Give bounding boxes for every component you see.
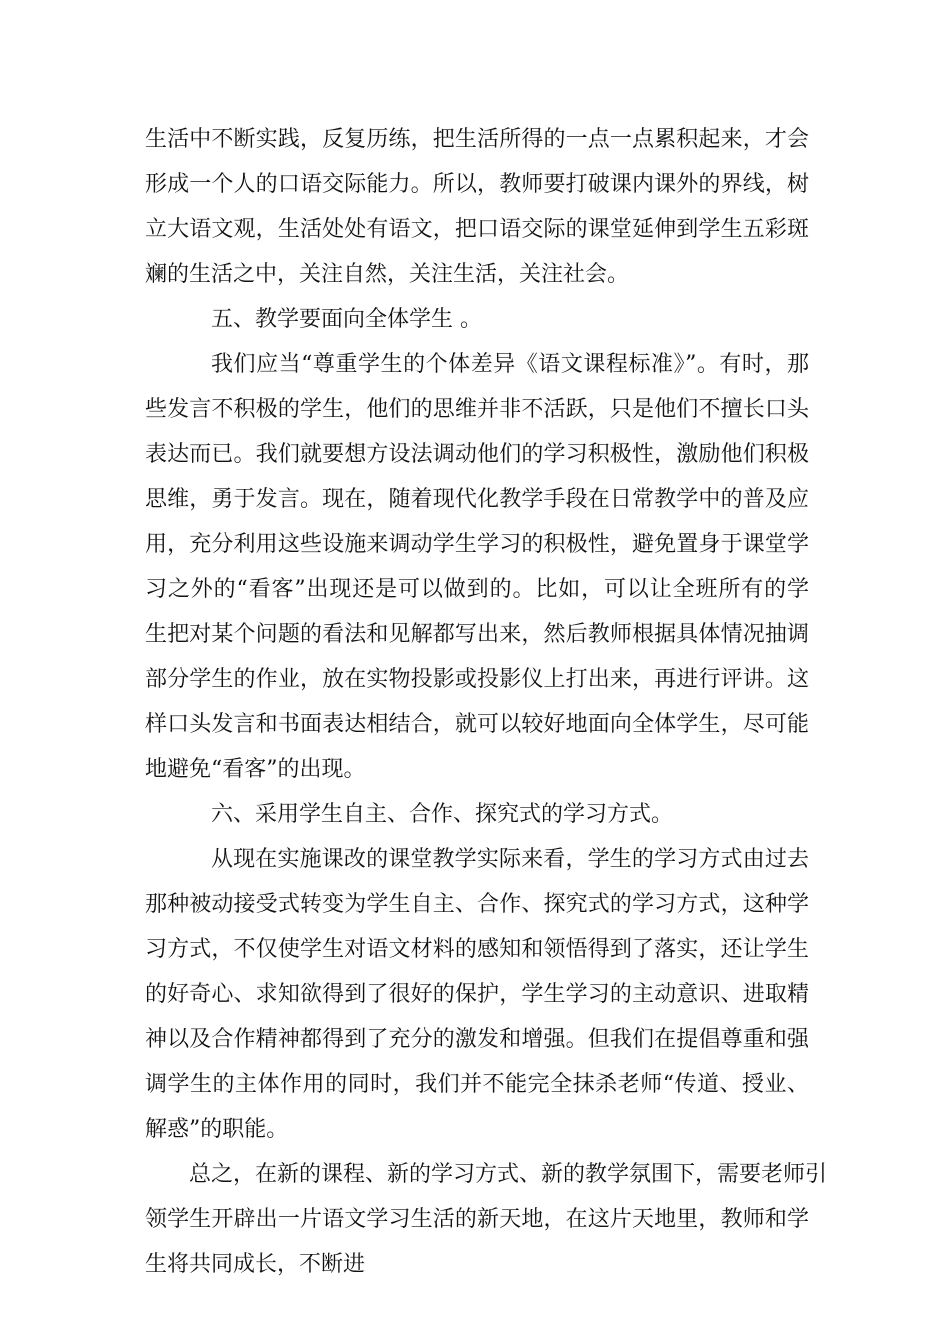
text-line: 调学生的主体作用的同时，我们并不能完全抹杀老师“传道、授业、 — [145, 1072, 809, 1097]
text-line: 表达而已。我们就要想方设法调动他们的学习积极性，激励他们积极 — [145, 442, 809, 467]
text-line: 习之外的“看客”出现还是可以做到的。比如，可以让全班所有的学 — [145, 577, 809, 602]
paragraph-continuation — [145, 117, 809, 297]
paragraph-section-6 — [145, 837, 809, 1152]
text-line: 我们应当“尊重学生的个体差异《语文课程标准》”。有时，那 — [211, 352, 809, 377]
section-heading-6 — [145, 792, 809, 837]
text-line: 些发言不积极的学生，他们的思维并非不活跃，只是他们不擅长口头 — [145, 397, 809, 422]
document-body — [145, 117, 828, 1287]
text-line: 思维，勇于发言。现在，随着现代化教学手段在日常教学中的普及应 — [145, 487, 809, 512]
section-heading-5 — [145, 297, 809, 342]
text-line: 用，充分利用这些设施来调动学生学习的积极性，避免置身于课堂学 — [145, 532, 809, 557]
text-line: 六、采用学生自主、合作、探究式的学习方式。 — [211, 802, 674, 827]
text-line: 生将共同成长，不断进 — [145, 1252, 366, 1277]
paragraph-conclusion — [145, 1152, 828, 1287]
text-line: 神以及合作精神都得到了充分的激发和增强。但我们在提倡尊重和强 — [145, 1027, 809, 1052]
text-line: 斓的生活之中，关注自然，关注生活，关注社会。 — [145, 262, 630, 287]
text-line: 习方式，不仅使学生对语文材料的感知和领悟得到了落实，还让学生 — [145, 937, 809, 962]
text-line: 生把对某个问题的看法和见解都写出来，然后教师根据具体情况抽调 — [145, 622, 809, 647]
text-line: 形成一个人的口语交际能力。所以，教师要打破课内课外的界线，树 — [145, 172, 809, 197]
text-line: 解惑”的职能。 — [145, 1117, 289, 1142]
text-line: 领学生开辟出一片语文学习生活的新天地，在这片天地里，教师和学 — [145, 1207, 809, 1232]
text-line: 的好奇心、求知欲得到了很好的保护，学生学习的主动意识、进取精 — [145, 982, 809, 1007]
text-line: 样口头发言和书面表达相结合，就可以较好地面向全体学生，尽可能 — [145, 712, 809, 737]
text-line: 从现在实施课改的课堂教学实际来看，学生的学习方式由过去 — [211, 847, 809, 872]
text-line: 五、教学要面向全体学生 。 — [211, 307, 482, 332]
text-line: 立大语文观，生活处处有语文，把口语交际的课堂延伸到学生五彩斑 — [145, 217, 809, 242]
text-line: 生活中不断实践，反复历练，把生活所得的一点一点累积起来，才会 — [145, 127, 809, 152]
text-line: 总之，在新的课程、新的学习方式、新的教学氛围下，需要老师引 — [189, 1162, 828, 1187]
paragraph-section-5 — [145, 342, 809, 792]
text-line: 地避免“看客”的出现。 — [145, 757, 366, 782]
text-line: 部分学生的作业，放在实物投影或投影仪上打出来，再进行评讲。这 — [145, 667, 809, 692]
text-line: 那种被动接受式转变为学生自主、合作、探究式的学习方式，这种学 — [145, 892, 809, 917]
